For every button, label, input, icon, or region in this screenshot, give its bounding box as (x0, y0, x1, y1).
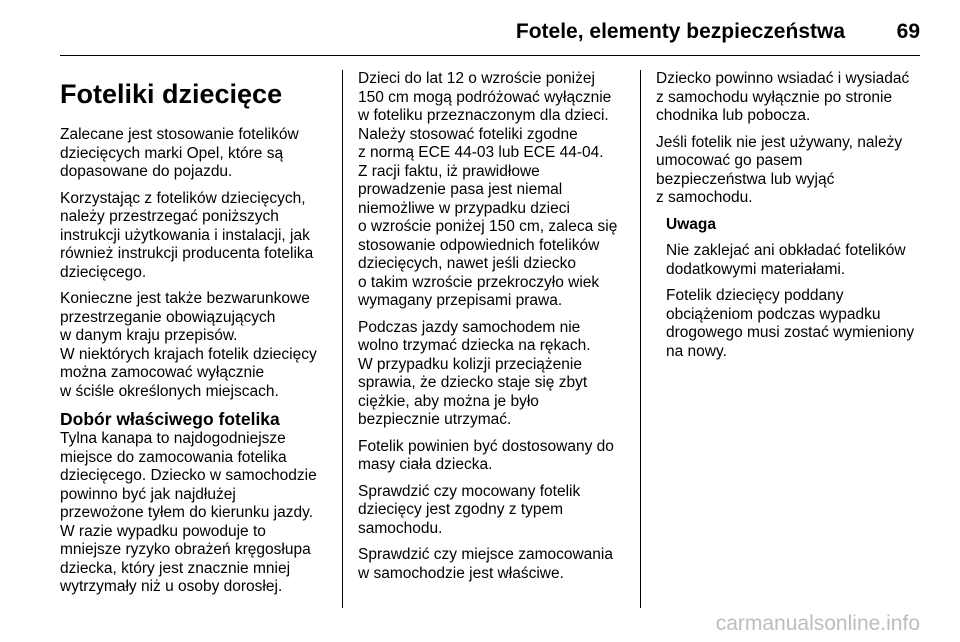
page-number: 69 (896, 20, 920, 43)
paragraph: Tylna kanapa to najdogodniejsze miejsce do zamocowania fotelika dziecięcego. Dziecko w samochodzie powinno być jak najdłużej przewożone tyłem do kierunku jazdy. W razie wypadku powoduje to mniejsze ryzyko obrażeń kręgosłupa dziecka, który jest znacznie mniej wytrzymały niż u osoby dorosłej. (60, 430, 317, 595)
paragraph: Dzieci do lat 12 o wzroście poniżej 150 cm mogą podróżować wyłącznie w foteliku przeznaczonym dla dzieci. Należy stosować foteliki zgodne z normą ECE 44-03 lub ECE 44-04. Z racji faktu, iż prawidłowe prowadzenie pasa jest niemal niemożliwe w przypadku dzieci o wzroście poniżej 150 cm, zaleca się stosowanie odpowiednich fotelików dziecięcych, nawet jeśli dziecko o takim wzroście przekroczyło wiek wymagany przepisami prawa. (358, 70, 618, 309)
note-block (666, 216, 932, 362)
subheading: Dobór właściwego fotelika (60, 409, 280, 429)
paragraph: Dziecko powinno wsiadać i wysiadać z samochodu wyłącznie po stronie chodnika lub pobocza. (656, 70, 910, 124)
section-title: Foteliki dziecięce (60, 79, 283, 109)
watermark: carmanualsonline.info (715, 612, 920, 635)
paragraph: Sprawdzić czy mocowany fotelik dziecięcy jest zgodny z typem samochodu. (358, 482, 581, 537)
column-divider (640, 70, 641, 608)
paragraph: Fotelik powinien być dostosowany do masy ciała dziecka. (358, 437, 614, 473)
header-title: Fotele, elementy bezpieczeństwa (515, 20, 845, 43)
column-divider (342, 70, 343, 608)
note-paragraph: Nie zaklejać ani obkładać fotelików dodatkowymi materiałami. (666, 242, 906, 278)
header-rule (60, 55, 920, 56)
paragraph: Podczas jazdy samochodem nie wolno trzymać dziecka na rękach. W przypadku kolizji przeciążenie sprawia, że dziecko staje się zbyt ciężkie, aby można je było bezpiecznie utrzymać. (358, 318, 591, 428)
column-1 (60, 70, 336, 605)
note-title: Uwaga (666, 215, 716, 233)
column-2 (358, 70, 634, 591)
paragraph: Sprawdzić czy miejsce zamocowania w samochodzie jest właściwe. (358, 546, 613, 582)
paragraph: Jeśli fotelik nie jest używany, należy umocować go pasem bezpieczeństwa lub wyjąć z samochodu. (656, 133, 903, 206)
note-paragraph: Fotelik dziecięcy poddany obciążeniom podczas wypadku drogowego musi zostać wymieniony na nowy. (666, 287, 915, 360)
paragraph: Zalecane jest stosowanie fotelików dziecięcych marki Opel, które są dopasowane do pojazdu. (60, 126, 299, 180)
paragraph: Korzystając z fotelików dziecięcych, należy przestrzegać poniższych instrukcji użytkowania i instalacji, jak również instrukcji producenta fotelika dziecięcego. (60, 189, 314, 281)
column-3 (656, 70, 932, 369)
paragraph: Konieczne jest także bezwarunkowe przestrzeganie obowiązujących w danym kraju przepisów. W niektórych krajach fotelik dziecięcy można zamocować wyłącznie w ściśle określonych miejscach. (60, 290, 317, 400)
page-header (60, 14, 920, 50)
